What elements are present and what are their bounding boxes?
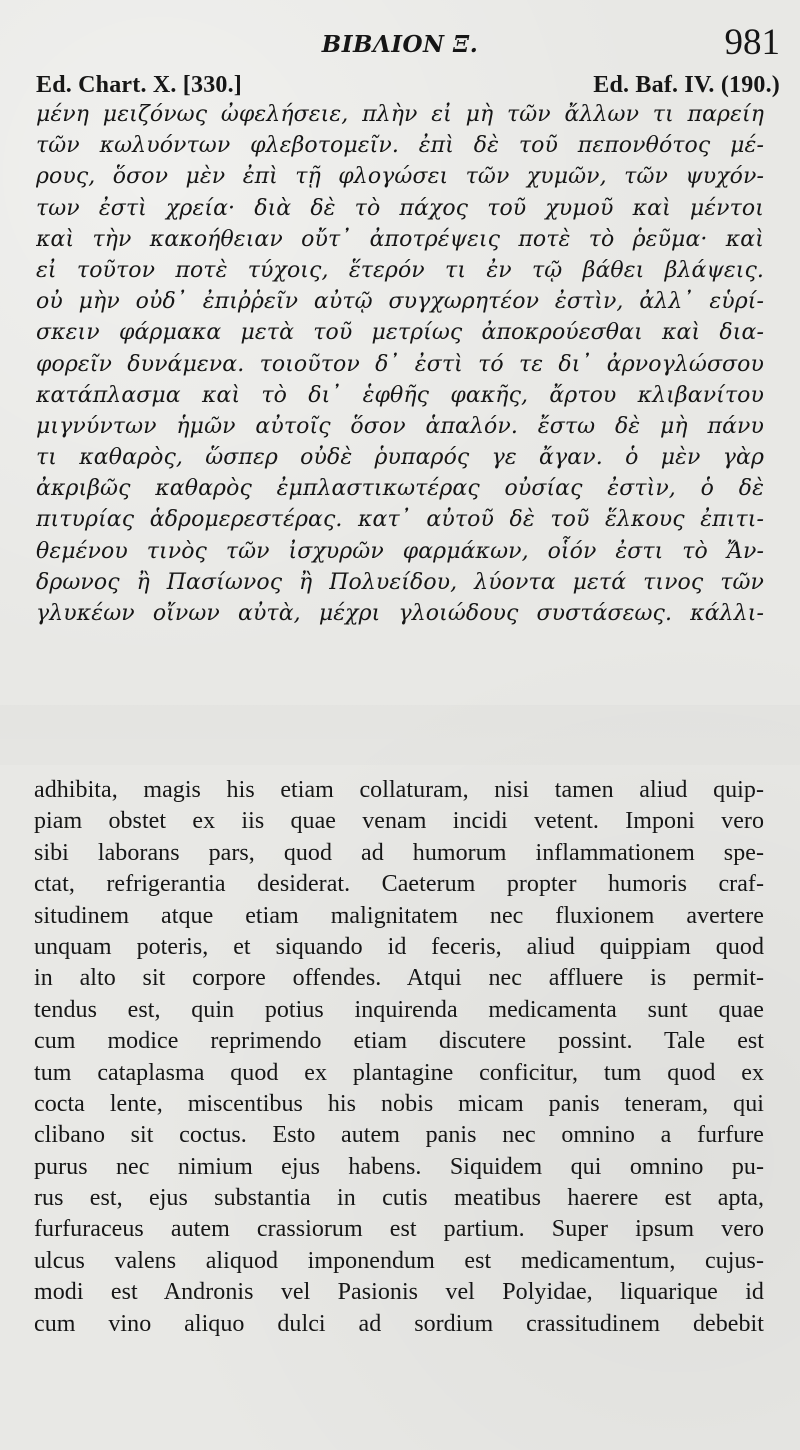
- greek-text-line: θεμένου τινὸς τῶν ἰσχυρῶν φαρμάκων, οἷόν ἐστι τὸ Ἄν-: [36, 538, 764, 564]
- page-gap-shadow: [0, 705, 800, 765]
- greek-text-block: [36, 99, 764, 629]
- latin-text-line: in alto sit corpore offendes. Atqui nec affluere is permit-: [34, 965, 764, 992]
- greek-text-line: τῶν κωλυόντων φλεβοτομεῖν. ἐπὶ δὲ τοῦ πεπονθότος μέ-: [36, 133, 764, 159]
- greek-text-line: οὐ μὴν οὐδ᾽ ἐπιῤῥεῖν αὐτῷ συγχωρητέον ἐστὶν, ἀλλ᾽ εὑρί-: [36, 289, 764, 315]
- latin-text-line: ctat, refrigerantia desiderat. Caeterum propter humoris craf-: [34, 871, 764, 898]
- latin-text-line: cum vino aliquo dulci ad sordium crassitudinem debebit: [34, 1310, 764, 1337]
- greek-text-line: φορεῖν δυνάμενα. τοιοῦτον δ᾽ ἐστὶ τό τε δι᾽ ἀρνογλώσσου: [36, 351, 764, 377]
- greek-text-line: σκειν φάρμακα μετὰ τοῦ μετρίως ἀποκρούεσθαι καὶ δια-: [36, 320, 764, 346]
- latin-text-line: unquam poteris, et siquando id feceris, aliud quippiam quod: [34, 933, 764, 960]
- greek-text-line: γλυκέων οἴνων αὐτὰ, μέχρι γλοιώδους συστάσεως. κάλλι-: [36, 601, 764, 626]
- greek-text-line: δρωνος ἢ Πασίωνος ἢ Πολυείδου, λύοντα μετά τινος τῶν: [36, 569, 764, 595]
- greek-text-line: ἀκριβῶς καθαρὸς ἐμπλαστικωτέρας οὐσίας ἐστὶν, ὁ δὲ: [36, 476, 764, 502]
- latin-text-block: [34, 775, 764, 1340]
- latin-text-line: furfuraceus autem crassiorum est partium. Super ipsum vero: [34, 1216, 764, 1243]
- latin-text-line: ulcus valens aliquod imponendum est medicamentum, cujus-: [34, 1247, 764, 1274]
- greek-text-line: πιτυρίας ἁδρομερεστέρας. κατ᾽ αὐτοῦ δὲ τοῦ ἕλκους ἐπιτι-: [36, 507, 764, 533]
- latin-text-line: piam obstet ex iis quae venam incidi vetent. Imponi vero: [34, 808, 764, 835]
- greek-text-line: των ἐστὶ χρεία· διὰ δὲ τὸ πάχος τοῦ χυμοῦ καὶ μέντοι: [36, 195, 764, 221]
- latin-text-line: modi est Andronis vel Pasionis vel Polyidae, liquarique id: [34, 1279, 764, 1306]
- latin-text-line: cum modice reprimendo etiam discutere possint. Tale est: [34, 1028, 764, 1055]
- latin-text-line: situdinem atque etiam malignitatem nec fluxionem avertere: [34, 902, 764, 929]
- latin-text-line: rus est, ejus substantia in cutis meatibus haerere est apta,: [34, 1185, 764, 1212]
- latin-text-line: tum cataplasma quod ex plantagine conficitur, tum quod ex: [34, 1059, 764, 1086]
- greek-text-line: μένη μειζόνως ὠφελήσειε, πλὴν εἰ μὴ τῶν ἄλλων τι παρείη: [36, 102, 764, 127]
- greek-text-line: εἰ τοῦτον ποτὲ τύχοις, ἕτερόν τι ἐν τῷ βάθει βλάψεις.: [36, 257, 764, 283]
- greek-text-line: καὶ τὴν κακοήθειαν οὔτ᾽ ἀποτρέψεις ποτὲ τὸ ῥεῦμα· καὶ: [36, 226, 764, 252]
- greek-text-line: κατάπλασμα καὶ τὸ δι᾽ ἑφθῆς φακῆς, ἄρτου κλιβανίτου: [36, 382, 764, 408]
- greek-text-line: μιγνύντων ἡμῶν αὐτοῖς ὅσον ἁπαλόν. ἔστω δὲ μὴ πάνυ: [36, 413, 764, 439]
- running-title: ΒΙΒΛΙΟΝ Ξ.: [321, 31, 479, 58]
- latin-text-line: purus nec nimium ejus habens. Siquidem qui omnino pu-: [34, 1153, 764, 1180]
- edition-right: Ed. Baf. IV. (190.): [593, 72, 780, 98]
- edition-left: Ed. Chart. X. [330.]: [36, 72, 242, 98]
- latin-text-line: tendus est, quin potius inquirenda medicamenta sunt quae: [34, 996, 764, 1023]
- latin-text-line: clibano sit coctus. Esto autem panis nec omnino a furfure: [34, 1122, 764, 1149]
- latin-text-line: sibi laborans pars, quod ad humorum inflammationem spe-: [34, 839, 764, 866]
- greek-text-line: τι καθαρὸς, ὥσπερ οὐδὲ ῥυπαρός γε ἄγαν. ὁ μὲν γὰρ: [36, 445, 764, 471]
- greek-text-line: ρους, ὅσον μὲν ἐπὶ τῇ φλογώσει τῶν χυμῶν, τῶν ψυχόν-: [36, 164, 764, 190]
- latin-text-line: adhibita, magis his etiam collaturam, nisi tamen aliud quip-: [34, 777, 764, 803]
- page-number: 981: [724, 22, 780, 63]
- latin-text-line: cocta lente, miscentibus his nobis micam panis teneram, qui: [34, 1090, 764, 1117]
